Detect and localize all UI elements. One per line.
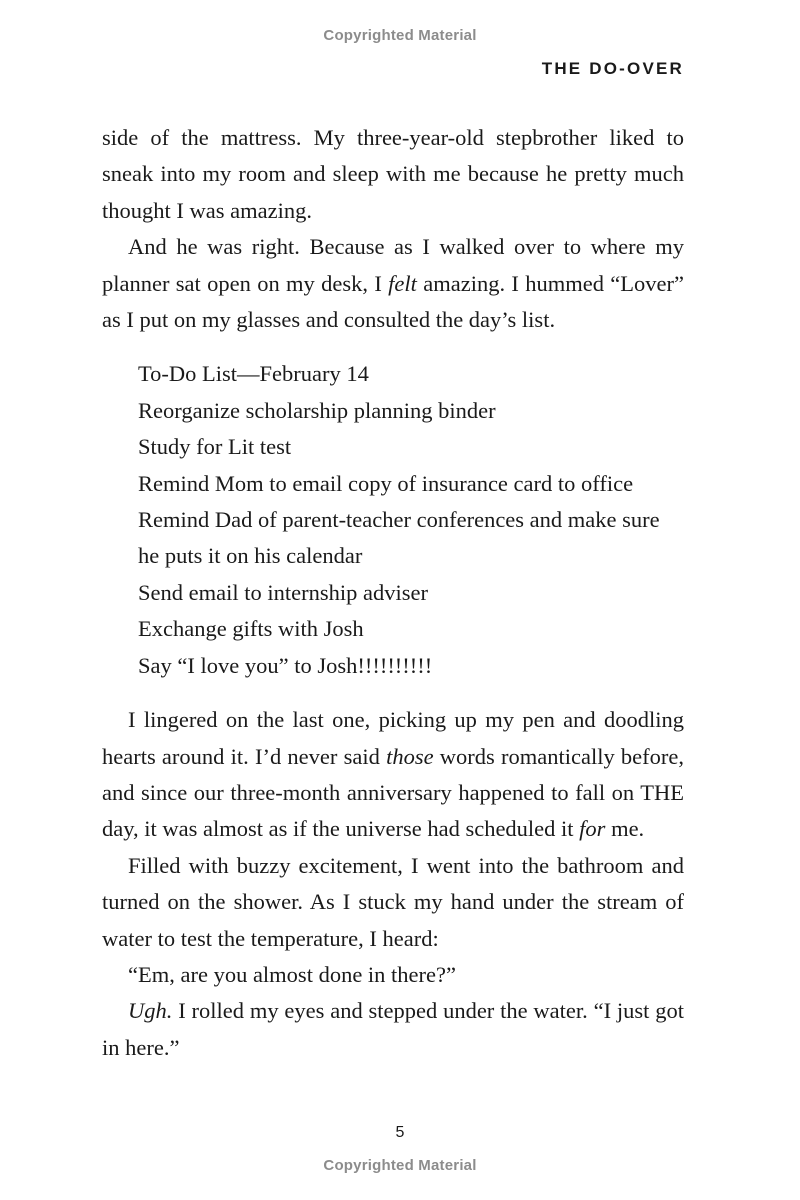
paragraph-3-text-e: me. (605, 816, 645, 842)
todo-item: Study for Lit test (138, 434, 292, 460)
paragraph-6-italic: Ugh. (128, 998, 173, 1024)
running-head: THE DO-OVER (541, 59, 684, 78)
todo-item: Remind Dad of parent-teacher conferences and make sure (138, 507, 660, 533)
copyright-watermark-top: Copyrighted Material (323, 27, 477, 44)
todo-item: Remind Mom to email copy of insurance card to office (138, 470, 634, 496)
paragraph-3-text-a: I lingered on the last one, picking up my pen and doodling hearts around it. I’d never said (102, 707, 684, 769)
paragraph-2-text-a: And he was right. Because as I walked over to where my planner sat open on my desk, I (102, 234, 684, 296)
paragraph-2-text-c: amazing. I hummed “Lover” as I put on my glasses and consulted the day’s list. (102, 270, 685, 333)
paragraph-3-italic-those: those (386, 743, 434, 769)
todo-item: he puts it on his calendar (138, 543, 363, 569)
paragraph-6 (102, 993, 684, 1066)
todo-item: To-Do List—February 14 (138, 361, 369, 387)
page-number: 5 (395, 1124, 405, 1141)
paragraph-6-text-b: I rolled my eyes and stepped under the water. “I just got in here.” (102, 998, 684, 1060)
paragraph-4: Filled with buzzy excitement, I went into the bathroom and turned on the shower. As I stuck my hand under the stream of water to test the temperature, I heard: (102, 852, 684, 951)
paragraph-2 (102, 229, 684, 338)
todo-item: Exchange gifts with Josh (138, 616, 364, 642)
page-body (102, 120, 684, 1066)
paragraph-1: side of the mattress. My three-year-old stepbrother liked to sneak into my room and sleep with me because he pretty much thought I was amazing. (102, 125, 684, 223)
todo-list (138, 356, 684, 684)
paragraph-3 (102, 702, 684, 848)
todo-item: Reorganize scholarship planning binder (138, 397, 496, 423)
todo-item: Say “I love you” to Josh!!!!!!!!!! (138, 652, 433, 678)
paragraph-3-text-c: words romantically before, and since our three-month anniversary happened to fall on THE day, it was almost as if the universe had scheduled it (102, 743, 684, 842)
todo-item: Send email to internship adviser (138, 579, 428, 605)
paragraph-5: “Em, are you almost done in there?” (128, 961, 456, 987)
paragraph-2-italic: felt (388, 270, 417, 296)
paragraph-3-italic-for: for (579, 816, 606, 842)
copyright-watermark-bottom: Copyrighted Material (323, 1157, 477, 1174)
